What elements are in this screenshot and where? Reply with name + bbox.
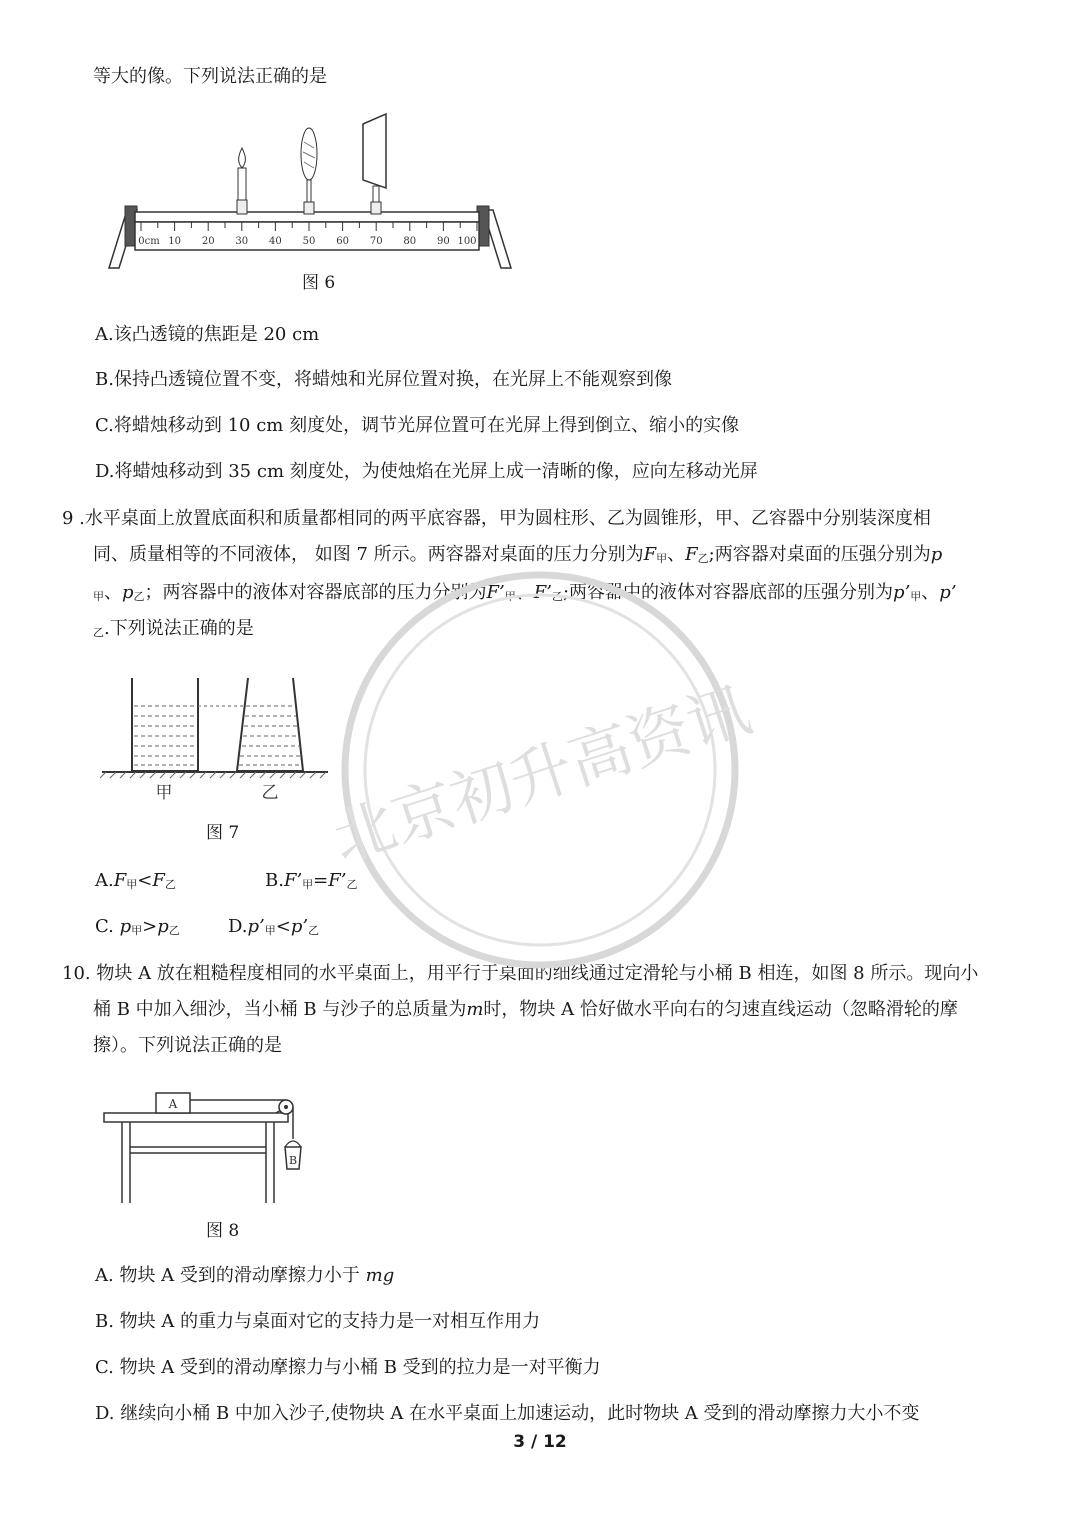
q8-option-a: A.该凸透镜的焦距是 20 cm — [95, 324, 320, 345]
q9-line-1: 9 .水平桌面上放置底面积和质量都相同的两平底容器，甲为圆柱形、乙为圆锥形，甲、乙容器中分别装深度相 — [62, 508, 931, 529]
figure-8-pulley-setup — [100, 1085, 320, 1210]
ruler-label-30: 30 — [235, 236, 249, 247]
figure-6-optical-bench — [105, 110, 515, 275]
q10-option-a: A. 物块 A 受到的滑动摩擦力小于 mg — [95, 1265, 395, 1286]
page-number: 3 / 12 — [513, 1432, 567, 1452]
q10-line-1: 10. 物块 A 放在粗糙程度相同的水平桌面上，用平行于桌面的细线通过定滑轮与小桶 B 相连，如图 8 所示。现向小 — [62, 963, 979, 984]
q10-line-3: 擦）。下列说法正确的是 — [93, 1035, 282, 1056]
ruler-label-60: 60 — [336, 236, 349, 247]
container-yi — [237, 678, 303, 771]
q8-intro-tail: 等大的像。下列说法正确的是 — [93, 66, 327, 87]
q10-option-d: D. 继续向小桶 B 中加入沙子,使物块 A 在水平桌面上加速运动，此时物块 A 受到的滑动摩擦力大小不变 — [95, 1403, 920, 1424]
label-jia: 甲 — [155, 783, 173, 803]
figure-6-caption: 图 6 — [302, 273, 336, 293]
ruler-label-50: 50 — [302, 236, 316, 247]
q9-option-a: A.F甲<F乙 — [95, 870, 176, 891]
ruler-label-0: 0cm — [138, 236, 160, 247]
label-yi: 乙 — [261, 783, 279, 803]
convex-lens-icon — [301, 128, 317, 214]
pulley-icon — [276, 1100, 293, 1114]
q10-option-b: B. 物块 A 的重力与桌面对它的支持力是一对相互作用力 — [95, 1311, 541, 1332]
q9-line-2: 同、质量相等的不同液体， 如图 7 所示。两容器对桌面的压力分别为F甲、F乙;两容器对桌面的压强分别为p — [93, 544, 943, 565]
q9-option-d: D.p’甲<p’乙 — [228, 916, 320, 937]
ruler-label-90: 90 — [437, 236, 450, 247]
q10-option-c: C. 物块 A 受到的滑动摩擦力与小桶 B 受到的拉力是一对平衡力 — [95, 1357, 601, 1378]
figure-7-containers — [100, 672, 330, 807]
candle-icon — [237, 148, 247, 214]
q9-option-c: C. p甲>p乙 — [95, 916, 180, 937]
watermark-stamp — [300, 560, 780, 980]
block-a-label: A — [168, 1097, 178, 1111]
q8-option-d: D.将蜡烛移动到 35 cm 刻度处，为使烛焰在光屏上成一清晰的像，应向左移动光屏 — [95, 461, 758, 482]
q10-line-2: 桶 B 中加入细沙，当小桶 B 与沙子的总质量为m时，物块 A 恰好做水平向右的匀速直线运动（忽略滑轮的摩 — [93, 999, 958, 1020]
q9-option-b: B.F’甲=F’乙 — [265, 870, 358, 891]
ruler-label-70: 70 — [369, 236, 383, 247]
ruler-label-10: 10 — [168, 236, 181, 247]
q8-option-b: B.保持凸透镜位置不变，将蜡烛和光屏位置对换，在光屏上不能观察到像 — [95, 369, 672, 390]
watermark-text: 北京初升高资讯 — [323, 672, 760, 877]
ruler-label-80: 80 — [403, 236, 417, 247]
ruler-label-100: 100 — [457, 236, 477, 247]
bucket-b-label: B — [288, 1154, 298, 1167]
figure-8-caption: 图 8 — [206, 1221, 240, 1241]
ruler-label-20: 20 — [201, 236, 215, 247]
q9-line-3: 甲、p乙；两容器中的液体对容器底部的压力分别为F’甲、F’乙;两容器中的液体对容器底部的压强分别为p’甲、p’ — [93, 582, 957, 603]
q9-line-4: 乙.下列说法正确的是 — [93, 618, 254, 639]
ruler-label-40: 40 — [269, 236, 282, 247]
figure-7-caption: 图 7 — [206, 823, 240, 843]
q8-option-c: C.将蜡烛移动到 10 cm 刻度处，调节光屏位置可在光屏上得到倒立、缩小的实像 — [95, 415, 740, 436]
container-jia — [132, 678, 198, 771]
light-screen-icon — [363, 114, 386, 214]
